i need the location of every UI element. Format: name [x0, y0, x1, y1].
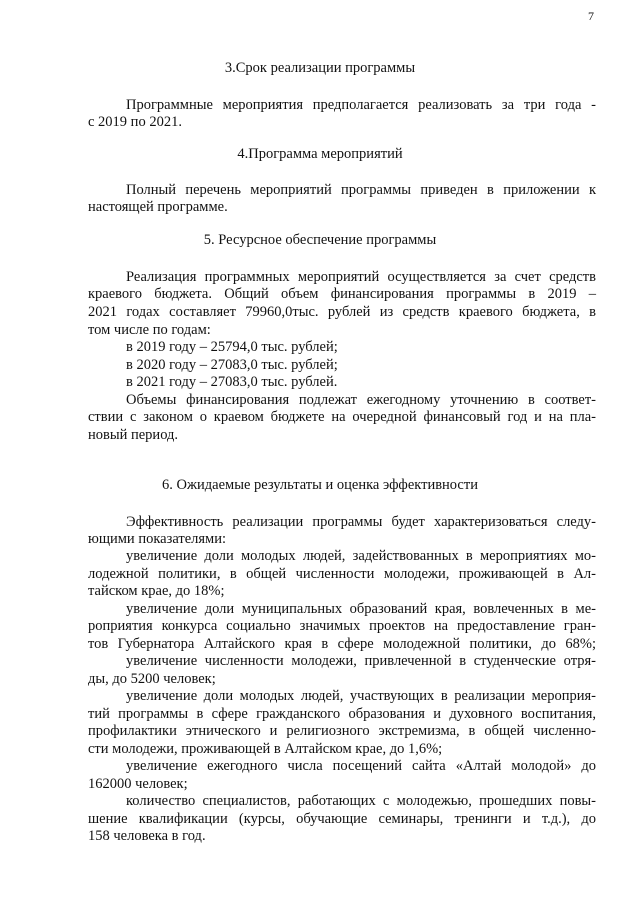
- indicator-line: 162000 человек;: [88, 776, 188, 792]
- section-heading-results: 6. Ожидаемые результаты и оценка эффективности: [162, 477, 478, 493]
- paragraph-line: Реализация программных мероприятий осуществляется за счет средств: [126, 269, 596, 285]
- funding-year-line: в 2020 году – 27083,0 тыс. рублей;: [126, 357, 338, 373]
- funding-year-line: в 2019 году – 25794,0 тыс. рублей;: [126, 339, 338, 355]
- indicator-line: тайском крае, до 18%;: [88, 583, 225, 599]
- paragraph-line: Объемы финансирования подлежат ежегодному уточнению в соответ-: [126, 392, 596, 408]
- section-heading-term: 3.Срок реализации программы: [224, 60, 416, 76]
- funding-year-line: в 2021 году – 27083,0 тыс. рублей.: [126, 374, 338, 390]
- paragraph-line: Эффективность реализации программы будет характеризоваться следу-: [126, 514, 596, 530]
- paragraph-line: новый период.: [88, 427, 179, 443]
- paragraph-line: ющими показателями:: [88, 531, 227, 547]
- section-heading-resources: 5. Ресурсное обеспечение программы: [203, 232, 437, 248]
- indicator-line: тов Губернатора Алтайского края в сфере молодежной политики, до 68%;: [88, 636, 596, 652]
- page-number: 7: [588, 9, 594, 23]
- section-heading-program: 4.Программа мероприятий: [237, 146, 403, 162]
- indicator-line: ды, до 5200 человек;: [88, 671, 216, 687]
- paragraph-line: Полный перечень мероприятий программы приведен в приложении к: [126, 182, 596, 198]
- paragraph-line: настоящей программе.: [88, 199, 228, 215]
- paragraph-line: ствии с законом о краевом бюджете на очередной финансовый год и на пла-: [88, 409, 596, 425]
- indicator-line: увеличение доли молодых людей, участвующих в реализации мероприя-: [126, 688, 596, 704]
- indicator-line: количество специалистов, работающих с молодежью, прошедших повы-: [126, 793, 596, 809]
- indicator-line: роприятия конкурса социально значимых проектов на предоставление гран-: [88, 618, 596, 634]
- indicator-line: тий программы в сфере гражданского образования и духовного воспитания,: [88, 706, 596, 722]
- indicator-line: шение квалификации (курсы, обучающие семинары, тренинги и т.д.), до: [88, 811, 596, 827]
- indicator-line: профилактики этнического и религиозного экстремизма, в общей численно-: [88, 723, 596, 739]
- paragraph-line: том числе по годам:: [88, 322, 211, 338]
- paragraph-line: с 2019 по 2021.: [88, 114, 182, 130]
- indicator-line: 158 человека в год.: [88, 828, 206, 844]
- paragraph-line: Программные мероприятия предполагается реализовать за три года -: [126, 97, 596, 113]
- paragraph-line: 2021 годах составляет 79960,0тыс. рублей из средств краевого бюджета, в: [88, 304, 596, 320]
- indicator-line: сти молодежи, проживающей в Алтайском крае, до 1,6%;: [88, 741, 443, 757]
- indicator-line: увеличение ежегодного числа посещений сайта «Алтай молодой» до: [126, 758, 596, 774]
- paragraph-line: краевого бюджета. Общий объем финансирования программы в 2019 –: [88, 286, 596, 302]
- indicator-line: увеличение доли молодых людей, задействованных в мероприятиях мо-: [126, 548, 596, 564]
- indicator-line: увеличение доли муниципальных образований края, вовлеченных в ме-: [126, 601, 596, 617]
- indicator-line: увеличение численности молодежи, привлеченной в студенческие отря-: [126, 653, 596, 669]
- indicator-line: лодежной политики, в общей численности молодежи, проживающей в Ал-: [88, 566, 596, 582]
